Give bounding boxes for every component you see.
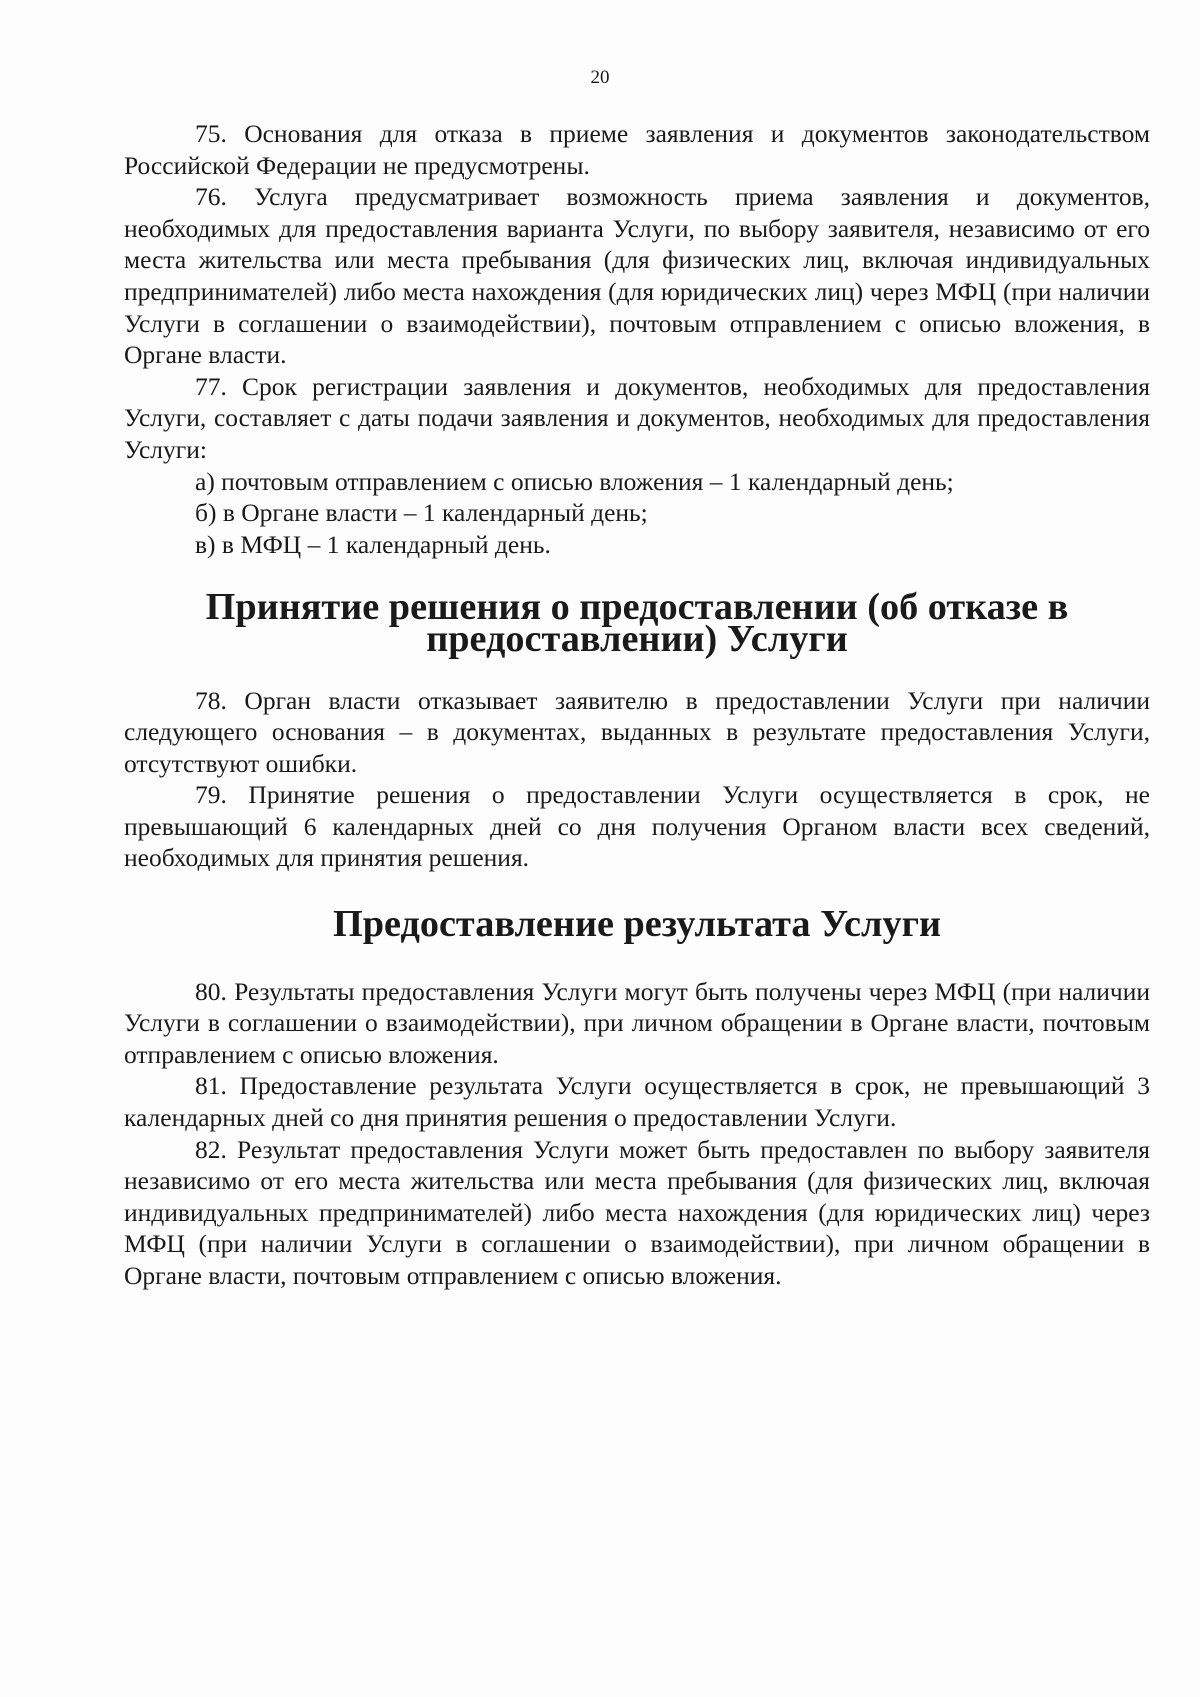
paragraph-82: 82. Результат предоставления Услуги может быть предоставлен по выбору заявителя независимо от его места жительства или места пребывания (для физических лиц, включая индивидуальных предпринимателей) либо места нахождения (для юридических лиц) через МФЦ (при наличии Услуги в соглашении о взаимодействии), при личном обращении в Органе власти, почтовым отправлением с описью вложения.: [124, 1134, 1150, 1290]
document-body: [124, 118, 1150, 1292]
list-item-c: в) в МФЦ – 1 календарный день.: [195, 529, 551, 559]
page-number: 20: [590, 67, 610, 88]
paragraph-75: 75. Основания для отказа в приеме заявления и документов законодательством Российской Федерации не предусмотрены.: [124, 119, 1150, 180]
paragraph-77: 77. Срок регистрации заявления и документов, необходимых для предоставления Услуги, составляет с даты подачи заявления и документов, необходимых для предоставления Услуги:: [124, 371, 1150, 464]
paragraph-80: 80. Результаты предоставления Услуги могут быть получены через МФЦ (при наличии Услуги в соглашении о взаимодействии), при личном обращении в Органе власти, почтовым отправлением с описью вложения.: [124, 976, 1150, 1069]
section-heading-decision: Принятие решения о предоставлении (об отказе в предоставлении) Услуги: [205, 586, 1069, 660]
paragraph-79: 79. Принятие решения о предоставлении Услуги осуществляется в срок, не превышающий 6 календарных дней со дня получения Органом власти всех сведений, необходимых для принятия решения.: [124, 780, 1150, 873]
paragraph-76: 76. Услуга предусматривает возможность приема заявления и документов, необходимых для предоставления варианта Услуги, по выбору заявителя, независимо от его места жительства или места пребывания (для физических лиц, включая индивидуальных предпринимателей) либо места нахождения (для юридических лиц) через МФЦ (при наличии Услуги в соглашении о взаимодействии), почтовым отправлением с описью вложения, в Органе власти.: [124, 182, 1150, 370]
paragraph-78: 78. Орган власти отказывает заявителю в предоставлении Услуги при наличии следующего основания – в документах, выданных в результате предоставления Услуги, отсутствуют ошибки.: [124, 685, 1150, 778]
paragraph-81: 81. Предоставление результата Услуги осуществляется в срок, не превышающий 3 календарных дней со дня принятия решения о предоставлении Услуги.: [124, 1071, 1150, 1133]
section-heading-result: Предоставление результата Услуги: [332, 903, 941, 946]
list-item-b: б) в Органе власти – 1 календарный день;: [195, 498, 648, 528]
list-item-a: а) почтовым отправлением с описью вложения – 1 календарный день;: [195, 466, 954, 496]
